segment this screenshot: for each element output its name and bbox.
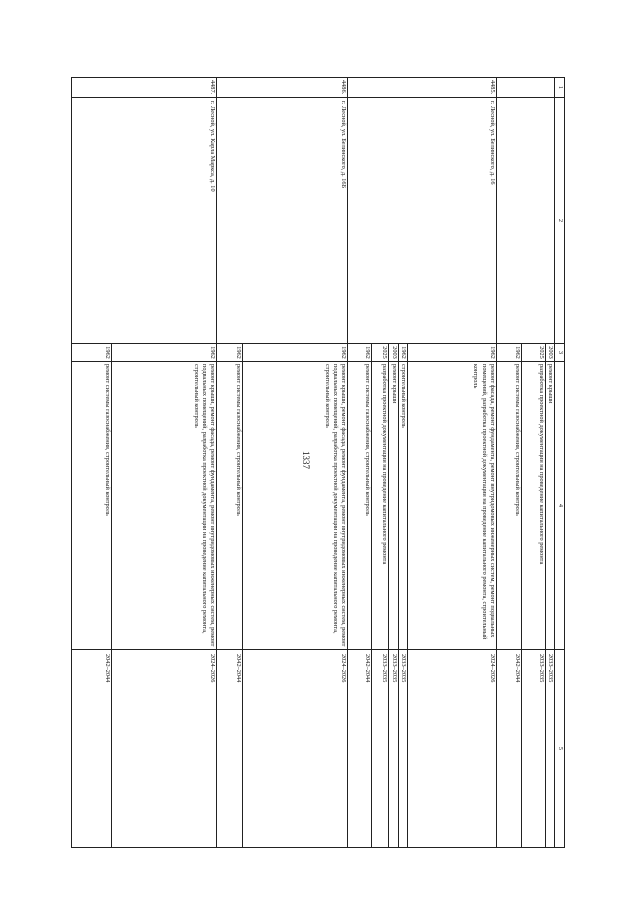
page-number: 1337 [301, 451, 311, 469]
year-cell: 2003 [545, 344, 554, 362]
year-cell: 2003 [389, 344, 398, 362]
period-cell: 2024–2026 [243, 650, 348, 848]
work-cell: разработка проектной документации на проведение капитального ремонта [521, 362, 545, 650]
period-cell: 2024–2026 [112, 650, 217, 848]
period-cell: 2033–2035 [372, 650, 389, 848]
work-cell: ремонт системы газоснабжения, строительный контроль [217, 362, 243, 650]
year-cell: 2025 [372, 344, 389, 362]
col-2-header: 2 [555, 98, 565, 344]
row-number-cell: 4487. [72, 78, 217, 98]
work-cell: ремонт системы газоснабжения, строительный контроль [348, 362, 372, 650]
year-cell: 1962 [407, 344, 496, 362]
year-cell: 1962 [72, 344, 112, 362]
year-cell: 2025 [521, 344, 545, 362]
col-4-header: 4 [555, 362, 565, 650]
table-row [243, 78, 348, 848]
col-5-header: 5 [555, 650, 565, 848]
period-cell: 2042–2044 [217, 650, 243, 848]
register-table-rotated [74, 77, 565, 847]
address-cell [496, 98, 554, 344]
table-row [112, 78, 217, 848]
work-cell: ремонт системы газоснабжения, строительный контроль [72, 362, 112, 650]
row-number-cell: 4485. [348, 78, 496, 98]
row-number-cell [496, 78, 554, 98]
work-cell: ремонт системы газоснабжения, строительный контроль [496, 362, 521, 650]
address-cell: г. Лесной, ул. Белинского, д. 16Б [217, 98, 348, 344]
year-cell: 1962 [496, 344, 521, 362]
year-cell: 1962 [348, 344, 372, 362]
address-cell: г. Лесной, ул. Белинского, д. 16 [348, 98, 496, 344]
work-cell: строительный контроль [398, 362, 407, 650]
period-cell: 2033–2035 [398, 650, 407, 848]
column-numbers-row [555, 78, 565, 848]
col-1-header: 1 [555, 78, 565, 98]
capital-repair-table [71, 77, 565, 848]
period-cell: 2042–2044 [348, 650, 372, 848]
work-cell: разработка проектной документации на проведение капитального ремонта [372, 362, 389, 650]
work-cell: ремонт фасада, ремонт фундамента, ремонт внутридомовых инженерных систем, ремонт подвальных помещений, разработка проектной документации на проведение капитального ремонта, строительный контроль [407, 362, 496, 650]
period-cell: 2033–2035 [389, 650, 398, 848]
period-cell: 2024–2026 [407, 650, 496, 848]
period-cell: 2042–2044 [72, 650, 112, 848]
row-number-cell: 4486. [217, 78, 348, 98]
col-3-header: 3 [555, 344, 565, 362]
address-cell: г. Лесной, ул. Карла Маркса, д. 10 [72, 98, 217, 344]
period-cell: 2033–2035 [545, 650, 554, 848]
table-row [407, 78, 496, 848]
work-cell: ремонт крыши [389, 362, 398, 650]
year-cell: 1962 [398, 344, 407, 362]
work-cell: ремонт крыши, ремонт фасада, ремонт фундамента, ремонт внутридомовых инженерных систем, ремонт подвальных помещений, разработка проектной документации на проведение капитального ремонта, строительный контроль [243, 362, 348, 650]
table-row [545, 78, 554, 848]
year-cell: 1962 [112, 344, 217, 362]
year-cell: 1962 [217, 344, 243, 362]
period-cell: 2042–2044 [496, 650, 521, 848]
work-cell: ремонт крыши, ремонт фасада, ремонт фундамента, ремонт внутридомовых инженерных систем, ремонт подвальных помещений, разработка проектной документации на проведение капитального ремонта, строительный контроль [112, 362, 217, 650]
year-cell: 1962 [243, 344, 348, 362]
work-cell: ремонт крыши [545, 362, 554, 650]
period-cell: 2033–2035 [521, 650, 545, 848]
